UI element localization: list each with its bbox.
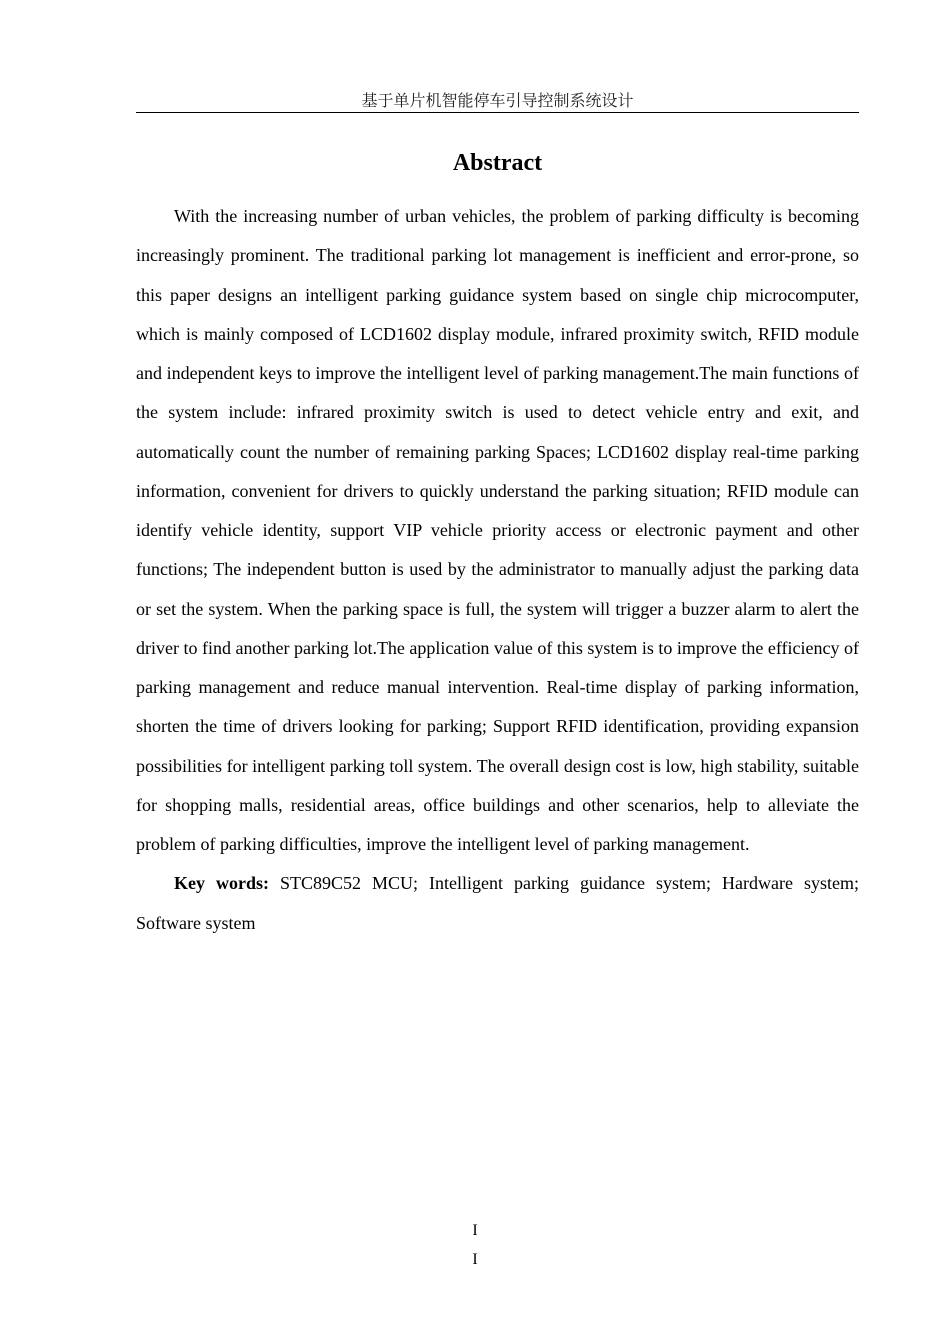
abstract-body: [136, 197, 859, 943]
keywords-paragraph: [136, 864, 859, 943]
page-number: I: [472, 1222, 478, 1239]
page-number-secondary: I: [472, 1251, 478, 1268]
section-title: Abstract: [452, 150, 543, 176]
running-header: 基于单片机智能停车引导控制系统设计: [136, 90, 859, 113]
keywords-text: STC89C52 MCU; Intelligent parking guidance system; Hardware system; Software system: [136, 873, 859, 933]
abstract-paragraph: With the increasing number of urban vehicles, the problem of parking difficulty is becoming increasingly prominent. The traditional parking lot management is inefficient and error-prone, so this paper designs an intelligent parking guidance system based on single chip microcomputer, which is mainly composed of LCD1602 display module, infrared proximity switch, RFID module and independent keys to improve the intelligent level of parking management.The main functions of the system include: infrared proximity switch is used to detect vehicle entry and exit, and automatically count the number of remaining parking Spaces; LCD1602 display real-time parking information, convenient for drivers to quickly understand the parking situation; RFID module can identify vehicle identity, support VIP vehicle priority access or electronic payment and other functions; The independent button is used by the administrator to manually adjust the parking data or set the system. When the parking space is full, the system will trigger a buzzer alarm to alert the driver to find another parking lot.The application value of this system is to improve the efficiency of parking management and reduce manual intervention. Real-time display of parking information, shorten the time of drivers looking for parking; Support RFID identification, providing expansion possibilities for intelligent parking toll system. The overall design cost is low, high stability, suitable for shopping malls, residential areas, office buildings and other scenarios, help to alleviate the problem of parking difficulties, improve the intelligent level of parking management.: [136, 206, 859, 854]
keywords-label: Key words:: [174, 873, 269, 894]
